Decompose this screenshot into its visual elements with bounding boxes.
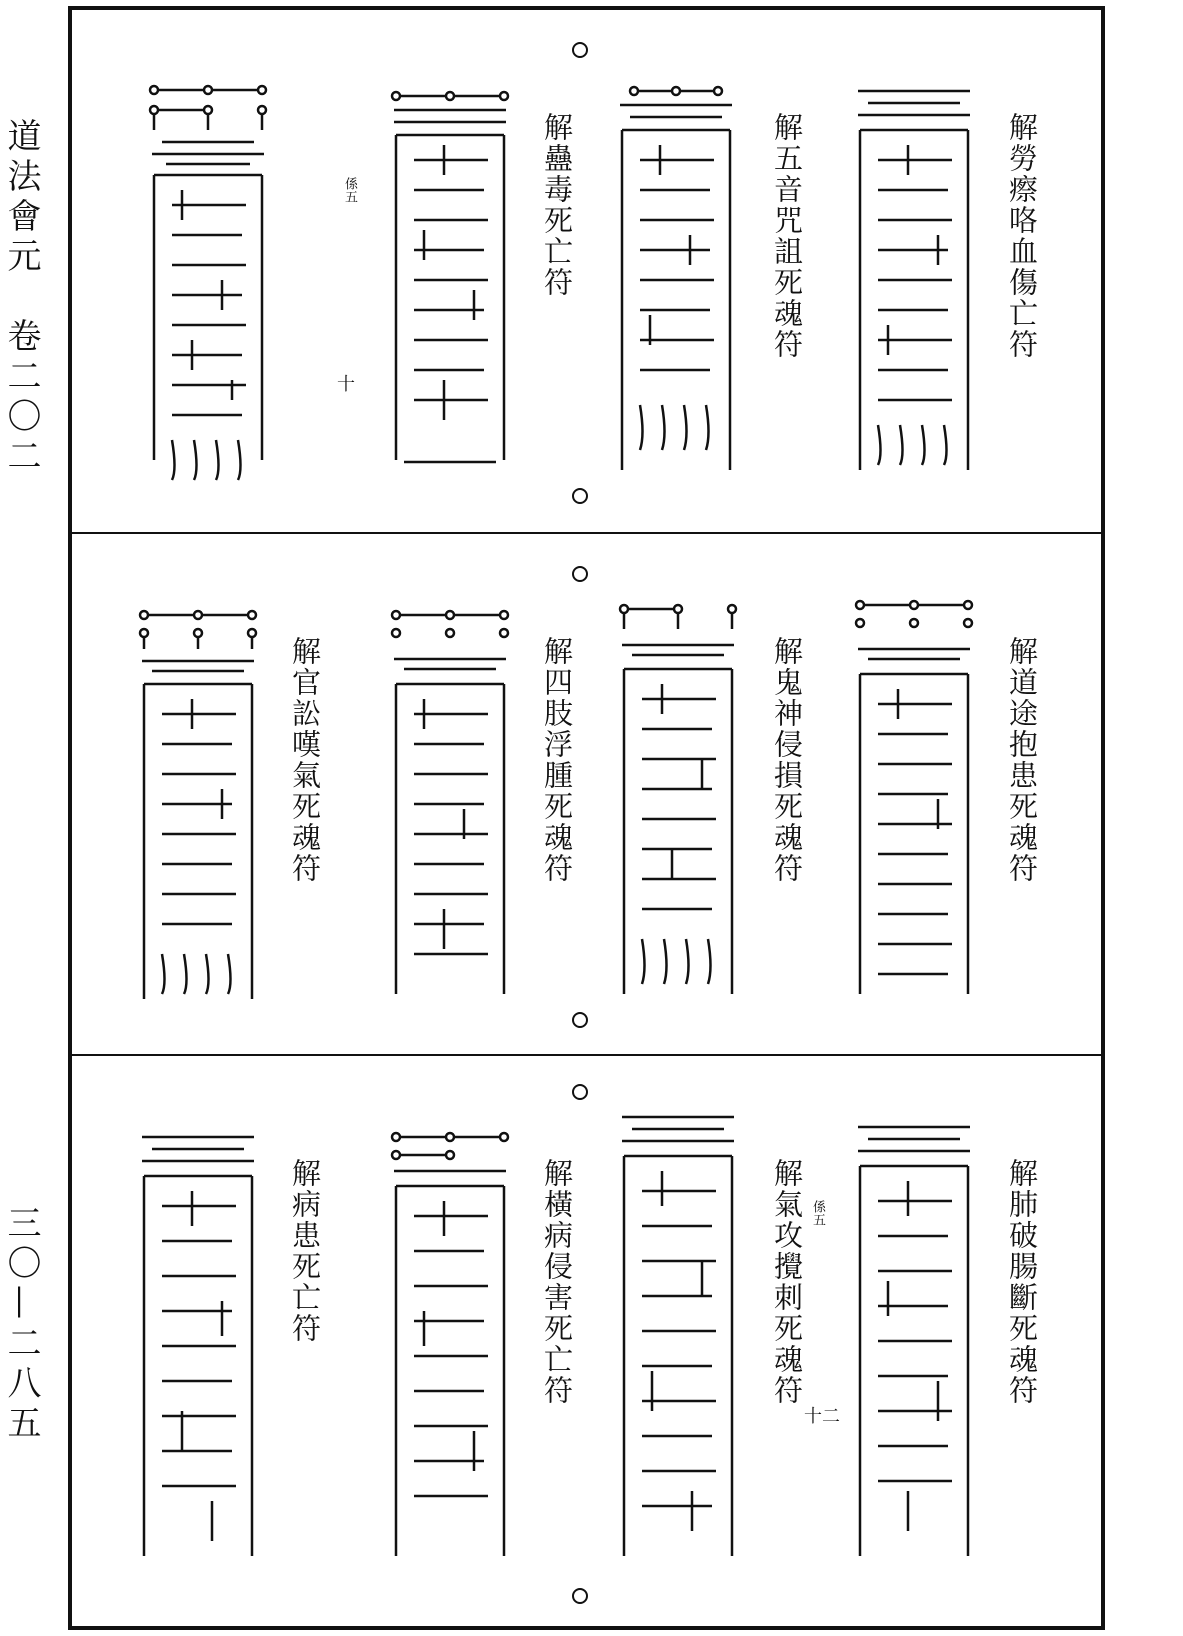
talisman-seal <box>384 90 516 485</box>
talisman-title: 解蠱毒死亡符 <box>540 112 574 298</box>
talisman-title: 解四肢浮腫死魂符 <box>540 636 574 884</box>
talisman-seal <box>848 599 980 1009</box>
talisman-title: 解道途抱患死魂符 <box>1005 636 1039 884</box>
talisman-seal <box>848 1121 980 1571</box>
talisman-title: 解五音咒詛死魂符 <box>770 112 804 360</box>
circle-mark <box>572 488 588 504</box>
talisman-title: 解肺破腸斷死魂符 <box>1005 1158 1039 1406</box>
annotation-note: 係五 <box>810 1200 825 1226</box>
talisman-title: 解勞瘵咯血傷亡符 <box>1005 112 1039 360</box>
talisman-band-1 <box>72 10 1101 532</box>
talisman-title: 解病患死亡符 <box>288 1158 322 1344</box>
talisman-band-2 <box>72 532 1101 1056</box>
talisman-seal <box>612 599 744 1009</box>
talisman-title: 解鬼神侵損死魂符 <box>770 636 804 884</box>
page-frame <box>68 6 1105 1630</box>
talisman-band-3 <box>72 1054 1101 1632</box>
talisman-seal <box>384 1131 516 1571</box>
volume-title: 道法會元 卷二〇二 <box>1 118 41 478</box>
circle-mark <box>572 1084 588 1100</box>
talisman-seal <box>848 85 980 485</box>
circle-mark <box>572 42 588 58</box>
folio-mark: 十二 <box>804 1406 840 1427</box>
talisman-seal <box>132 609 264 1014</box>
talisman-title: 解氣攻攪刺死魂符 <box>770 1158 804 1406</box>
talisman-seal <box>612 1111 744 1571</box>
circle-mark <box>572 566 588 582</box>
talisman-seal <box>610 85 742 485</box>
talisman-seal <box>384 609 516 1009</box>
annotation-note: 係五 <box>342 177 357 203</box>
page-number: 三〇—二八五 <box>1 1205 41 1445</box>
circle-mark <box>572 1012 588 1028</box>
folio-mark: 十 <box>337 374 355 395</box>
talisman-title: 解官訟嘆氣死魂符 <box>288 636 322 884</box>
circle-mark <box>572 1588 588 1604</box>
talisman-seal <box>132 1131 264 1571</box>
talisman-title: 解橫病侵害死亡符 <box>540 1158 574 1406</box>
talisman-seal <box>142 80 274 485</box>
